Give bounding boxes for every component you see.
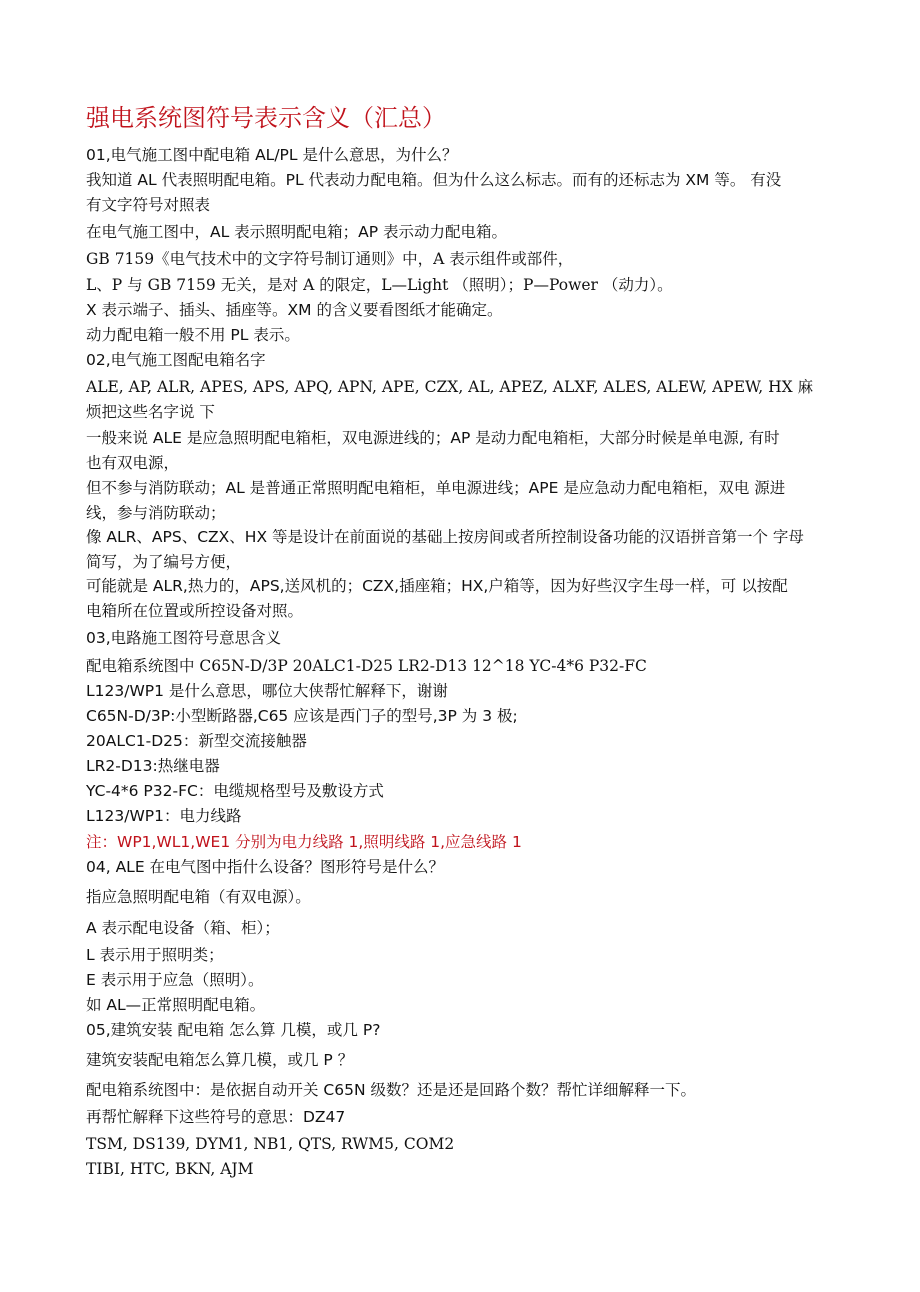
text-line: L、P 与 GB 7159 无关，是对 A 的限定，L—Light （照明）；P—Power （动力）。 xyxy=(86,276,673,294)
text-line: TSM, DS139, DYM1, NB1, QTS, RWM5, COM2 xyxy=(86,1135,455,1153)
text-line: A 表示配电设备（箱、柜）； xyxy=(86,919,280,937)
text-line: 一般来说 ALE 是应急照明配电箱柜，双电源进线的；AP 是动力配电箱柜，大部分时候是单电源, 有时 xyxy=(86,429,780,447)
section-heading: 04, ALE 在电气图中指什么设备？图形符号是什么？ xyxy=(86,858,445,876)
text-line: YC-4*6 P32-FC：电缆规格型号及敷设方式 xyxy=(86,782,384,800)
text-line: 在电气施工图中，AL 表示照明配电箱；AP 表示动力配电箱。 xyxy=(86,223,508,241)
note-line: 注：WP1,WL1,WE1 分别为电力线路 1,照明线路 1,应急线路 1 xyxy=(86,833,522,851)
text-line: 如 AL—正常照明配电箱。 xyxy=(86,996,266,1014)
text-line: 20ALC1-D25：新型交流接触器 xyxy=(86,732,307,750)
text-line: L 表示用于照明类； xyxy=(86,946,224,964)
text-line: 也有双电源， xyxy=(86,454,180,472)
text-line: ALE, AP, ALR, APES, APS, APQ, APN, APE, CZX, AL, APEZ, ALXF, ALES, ALEW, APEW, HX 麻 xyxy=(86,378,814,396)
text-line: 简写，为了编号方便， xyxy=(86,553,242,571)
text-line: 像 ALR、APS、CZX、HX 等是设计在前面说的基础上按房间或者所控制设备功能的汉语拼音第一个 字母 xyxy=(86,528,804,546)
text-line: 有文字符号对照表 xyxy=(86,196,211,214)
text-line: 动力配电箱一般不用 PL 表示。 xyxy=(86,326,300,344)
text-line: 线，参与消防联动； xyxy=(86,504,226,522)
text-line: LR2-D13:热继电器 xyxy=(86,757,220,775)
text-line: X 表示端子、插头、插座等。XM 的含义要看图纸才能确定。 xyxy=(86,301,503,319)
section-heading: 03,电路施工图符号意思含义 xyxy=(86,629,282,647)
text-line: 建筑安装配电箱怎么算几模，或几 P ？ xyxy=(86,1051,354,1069)
text-line: 可能就是 ALR,热力的，APS,送风机的；CZX,插座箱；HX,户箱等，因为好些汉字生母一样，可 以按配 xyxy=(86,577,788,595)
text-line: TIBI, HTC, BKN, AJM xyxy=(86,1160,254,1178)
page-title: 强电系统图符号表示含义（汇总） xyxy=(86,104,446,132)
text-line: 但不参与消防联动；AL 是普通正常照明配电箱柜，单电源进线；APE 是应急动力配电箱柜，双电 源进 xyxy=(86,479,786,497)
text-line: 再帮忙解释下这些符号的意思：DZ47 xyxy=(86,1108,346,1126)
section-heading: 05,建筑安装 配电箱 怎么算 几模，或几 P? xyxy=(86,1021,381,1039)
text-line: 指应急照明配电箱（有双电源）。 xyxy=(86,888,311,906)
text-line: 01,电气施工图中配电箱 AL/PL 是什么意思，为什么？ xyxy=(86,146,458,164)
text-line: GB 7159《电气技术中的文字符号制订通则》中，A 表示组件或部件， xyxy=(86,250,574,268)
text-line: 配电箱系统图中：是依据自动开关 C65N 级数？还是还是回路个数？帮忙详细解释一下。 xyxy=(86,1081,696,1099)
text-line: L123/WP1：电力线路 xyxy=(86,807,242,825)
text-line: 我知道 AL 代表照明配电箱。PL 代表动力配电箱。但为什么这么标志。而有的还标志为 XM 等。 有没 xyxy=(86,171,782,189)
text-line: 电箱所在位置或所控设备对照。 xyxy=(86,602,304,620)
text-line: E 表示用于应急（照明）。 xyxy=(86,971,264,989)
text-line: L123/WP1 是什么意思，哪位大侠帮忙解释下，谢谢 xyxy=(86,682,448,700)
text-line: C65N-D/3P:小型断路器,C65 应该是西门子的型号,3P 为 3 极; xyxy=(86,707,518,725)
section-heading: 02,电气施工图配电箱名字 xyxy=(86,351,266,369)
text-line: 烦把这些名字说 下 xyxy=(86,403,215,421)
text-line: 配电箱系统图中 C65N-D/3P 20ALC1-D25 LR2-D13 12^18 YC-4*6 P32-FC xyxy=(86,657,647,675)
